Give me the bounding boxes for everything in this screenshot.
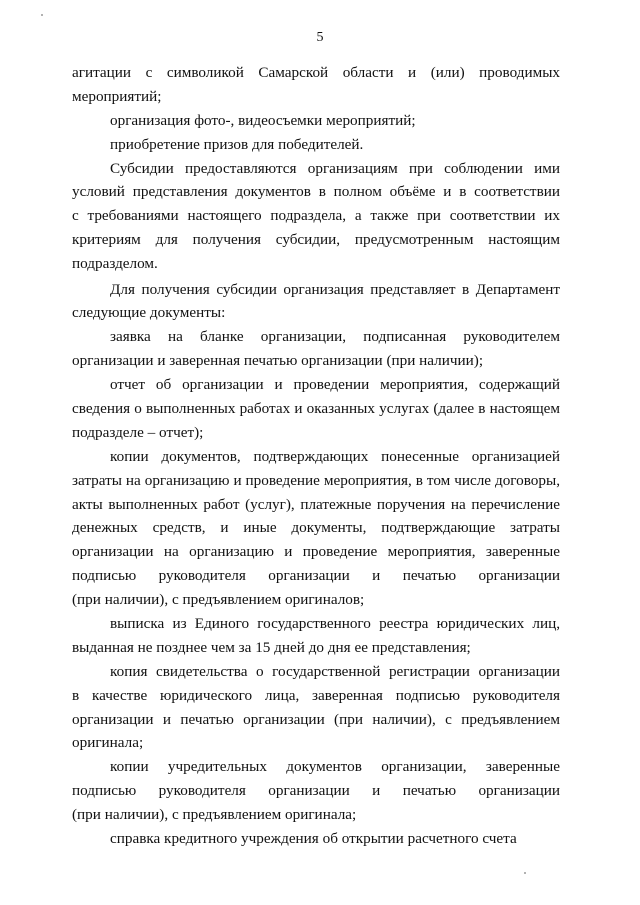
text-line: копии учредительных документов организации, заверенные [110, 758, 560, 776]
document-body [72, 61, 560, 851]
text-line: подписью руководителя организации и печатью организации [72, 567, 560, 585]
text-line: справка кредитного учреждения об открытии расчетного счета [110, 830, 517, 847]
text-line: в качестве юридического лица, заверенная подписью руководителя [72, 686, 560, 704]
text-line: организация фото-, видеосъемки мероприятий; [110, 111, 416, 129]
text-line: выписка из Единого государственного реестра юридических лиц, [110, 614, 560, 632]
text-line: организации и печатью организации (при наличии), с предъявлением [72, 710, 560, 728]
text-line: Для получения субсидии организация представляет в Департамент [110, 280, 560, 298]
scan-speck [524, 872, 526, 874]
text-line: (при наличии), с предъявлением оригиналов; [72, 591, 365, 609]
text-line: критериям для получения субсидии, предусмотренным настоящим [72, 231, 560, 249]
text-line: отчет об организации и проведении мероприятия, содержащий [110, 376, 560, 394]
text-line: приобретение призов для победителей. [110, 135, 364, 153]
text-line: заявка на бланке организации, подписанная руководителем [110, 328, 560, 346]
text-line: подписью руководителя организации и печатью организации [72, 782, 560, 800]
text-line: денежных средств, и иные документы, подтверждающие затраты [72, 519, 560, 537]
text-line: копии документов, подтверждающих понесенные организацией [110, 447, 560, 465]
text-line: (при наличии), с предъявлением оригинала; [72, 806, 357, 824]
text-line: оригинала; [72, 734, 144, 752]
text-line: с требованиями настоящего подраздела, а также при соответствии их [72, 207, 560, 225]
text-line: подразделе – отчет); [72, 423, 204, 441]
text-line: сведения о выполненных работах и оказанных услугах (далее в настоящем [72, 399, 560, 417]
text-line: агитации с символикой Самарской области и (или) проводимых [72, 64, 560, 81]
text-line: условий представления документов в полном объёме и в соответствии [72, 183, 560, 201]
text-line: следующие документы: [72, 304, 226, 322]
text-line: выданная не позднее чем за 15 дней до дня ее представления; [72, 638, 471, 656]
text-line: организации и заверенная печатью организации (при наличии); [72, 352, 484, 370]
scan-speck [41, 14, 43, 16]
text-line: мероприятий; [72, 87, 162, 105]
text-line: Субсидии предоставляются организациям при соблюдении ими [110, 159, 560, 177]
text-line: подразделом. [72, 255, 158, 273]
text-line: копия свидетельства о государственной регистрации организации [110, 662, 560, 680]
page-number: 5 [316, 30, 324, 45]
text-line: организации на организацию и проведение мероприятия, заверенные [72, 543, 560, 561]
text-line: затраты на организацию и проведение мероприятия, в том числе договоры, [72, 471, 560, 489]
text-line: акты выполненных работ (услуг), платежные поручения на перечисление [72, 495, 560, 513]
